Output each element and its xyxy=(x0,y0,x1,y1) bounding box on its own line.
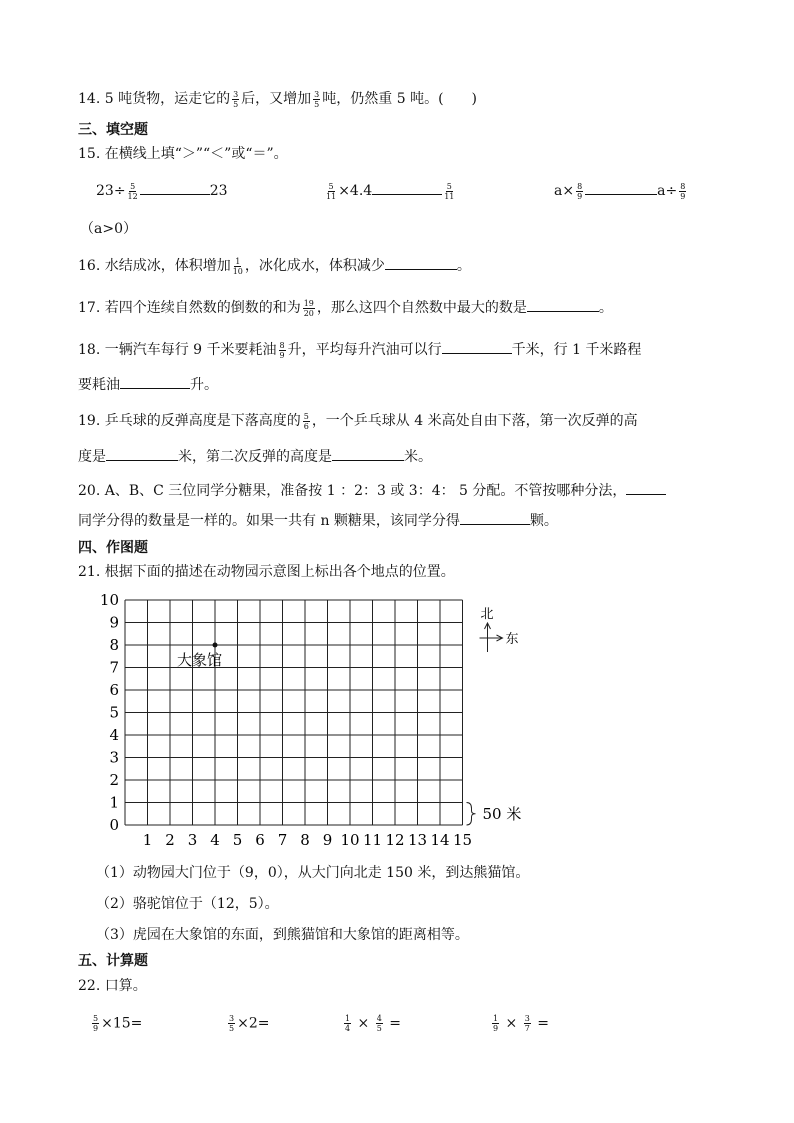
answer-blank[interactable] xyxy=(626,480,666,495)
x-tick-label: 5 xyxy=(232,831,243,849)
answer-blank[interactable] xyxy=(106,446,178,461)
y-tick-label: 0 xyxy=(109,816,119,834)
answer-blank[interactable] xyxy=(385,255,457,270)
instruction-1: （1）动物园大门位于（9，0），从大门向北走 150 米，到达熊猫馆。 xyxy=(96,865,530,881)
x-tick-label: 8 xyxy=(300,831,310,849)
expression-2: $\frac{5}{11}$ ×4.4 $\frac{5}{11}$ xyxy=(326,181,455,201)
section-heading: 四、作图题 xyxy=(78,540,148,556)
question-16: 16. 水结成冰，体积增加 $\frac{1}{10}$ ，冰化成水，体积减少 。 xyxy=(78,256,471,276)
x-tick-label: 12 xyxy=(385,831,405,849)
x-tick-label: 4 xyxy=(210,831,220,849)
x-tick-label: 15 xyxy=(452,831,473,849)
answer-blank[interactable] xyxy=(120,374,190,389)
expression-3: a× $\frac{8}{9}$ a÷ $\frac{8}{9}$ xyxy=(554,181,686,201)
fraction: $\frac{3}{5}$ xyxy=(314,89,320,109)
y-tick-label: 5 xyxy=(109,703,119,722)
fraction: $\frac{3}{5}$ xyxy=(233,89,239,109)
section-heading: 三、填空题 xyxy=(78,122,148,138)
zoo-grid xyxy=(90,590,530,850)
question-22: 22. 口算。 xyxy=(78,978,147,994)
x-tick-label: 6 xyxy=(255,831,265,849)
x-tick-label: 13 xyxy=(407,831,428,849)
elephant-label: 大象馆 xyxy=(177,651,223,669)
calc-2: $\frac{3}{5}$ ×2= xyxy=(229,1014,270,1033)
instruction-3: （3）虎园在大象馆的东面，到熊猫馆和大象馆的距离相等。 xyxy=(96,927,469,943)
elephant-point xyxy=(213,643,218,648)
y-tick-label: 1 xyxy=(109,793,119,812)
east-label: 东 xyxy=(505,632,519,647)
answer-blank[interactable] xyxy=(140,180,210,195)
condition: （a>0） xyxy=(80,221,137,237)
answer-blank[interactable] xyxy=(372,180,442,195)
y-tick-label: 6 xyxy=(109,681,119,699)
x-tick-label: 10 xyxy=(340,831,360,849)
question-15: 15. 在横线上填“＞”“＜”或“＝”。 xyxy=(78,146,288,162)
scale-brace xyxy=(467,803,476,826)
question-19: 19. 乒乓球的反弹高度是下落高度的 $\frac{5}{6}$ ，一个乒乓球从 4 米高处自由下落，第一次反弹的高 xyxy=(78,411,638,431)
y-tick-label: 4 xyxy=(109,726,119,744)
expression-1: 23÷ $\frac{5}{12}$ 23 xyxy=(96,181,228,201)
y-tick-label: 9 xyxy=(109,613,119,632)
y-tick-label: 7 xyxy=(109,658,119,677)
x-tick-label: 9 xyxy=(322,831,333,849)
answer-blank[interactable] xyxy=(442,339,512,354)
question-21: 21. 根据下面的描述在动物园示意图上标出各个地点的位置。 xyxy=(78,564,455,580)
y-tick-label: 3 xyxy=(109,748,119,767)
y-tick-label: 8 xyxy=(109,636,119,654)
instruction-2: （2）骆驼馆位于（12，5）。 xyxy=(96,896,279,912)
answer-blank[interactable] xyxy=(332,446,404,461)
x-tick-label: 1 xyxy=(142,831,153,849)
answer-blank[interactable] xyxy=(527,297,599,312)
calc-3: $\frac{1}{4}$ × $\frac{4}{5}$ = xyxy=(345,1014,402,1033)
calc-1: $\frac{5}{9}$ ×15= xyxy=(93,1014,143,1033)
question-14: 14. 5 吨货物，运走它的 $\frac{3}{5}$ 后，又增加 $\frac{3}{5}$ 吨，仍然重 5 吨。( ) xyxy=(78,89,477,109)
north-label: 北 xyxy=(480,607,494,622)
question-18-line2: 要耗油 升。 xyxy=(78,374,218,394)
y-tick-label: 10 xyxy=(99,591,119,609)
x-tick-label: 3 xyxy=(187,831,198,849)
question-19-line2: 度是 米，第二次反弹的高度是 米。 xyxy=(78,446,432,466)
x-tick-label: 11 xyxy=(362,831,383,849)
section-heading: 五、计算题 xyxy=(78,953,148,969)
question-20-line2: 同学分得的数量是一样的。如果一共有 n 颗糖果，该同学分得 颗。 xyxy=(78,510,558,530)
x-tick-label: 14 xyxy=(430,831,450,849)
scale-label: 50 米 xyxy=(482,804,522,823)
answer-blank[interactable] xyxy=(585,180,657,195)
x-tick-label: 2 xyxy=(165,831,175,849)
answer-blank[interactable] xyxy=(460,510,530,525)
question-18: 18. 一辆汽车每行 9 千米要耗油 $\frac{8}{9}$ 升，平均每升汽油可以行 千米，行 1 千米路程 xyxy=(78,340,642,360)
calc-4: $\frac{1}{9}$ × $\frac{3}{7}$ = xyxy=(493,1014,550,1033)
x-tick-label: 7 xyxy=(277,831,288,849)
y-tick-label: 2 xyxy=(109,771,119,789)
question-17: 17. 若四个连续自然数的倒数的和为 $\frac{19}{20}$ ，那么这四个自然数中最大的数是 。 xyxy=(78,298,613,318)
question-20: 20. A、B、C 三位同学分糖果，准备按 1 ：2：3 或 3：4： 5 分配。不管按哪种分法， xyxy=(78,480,666,500)
